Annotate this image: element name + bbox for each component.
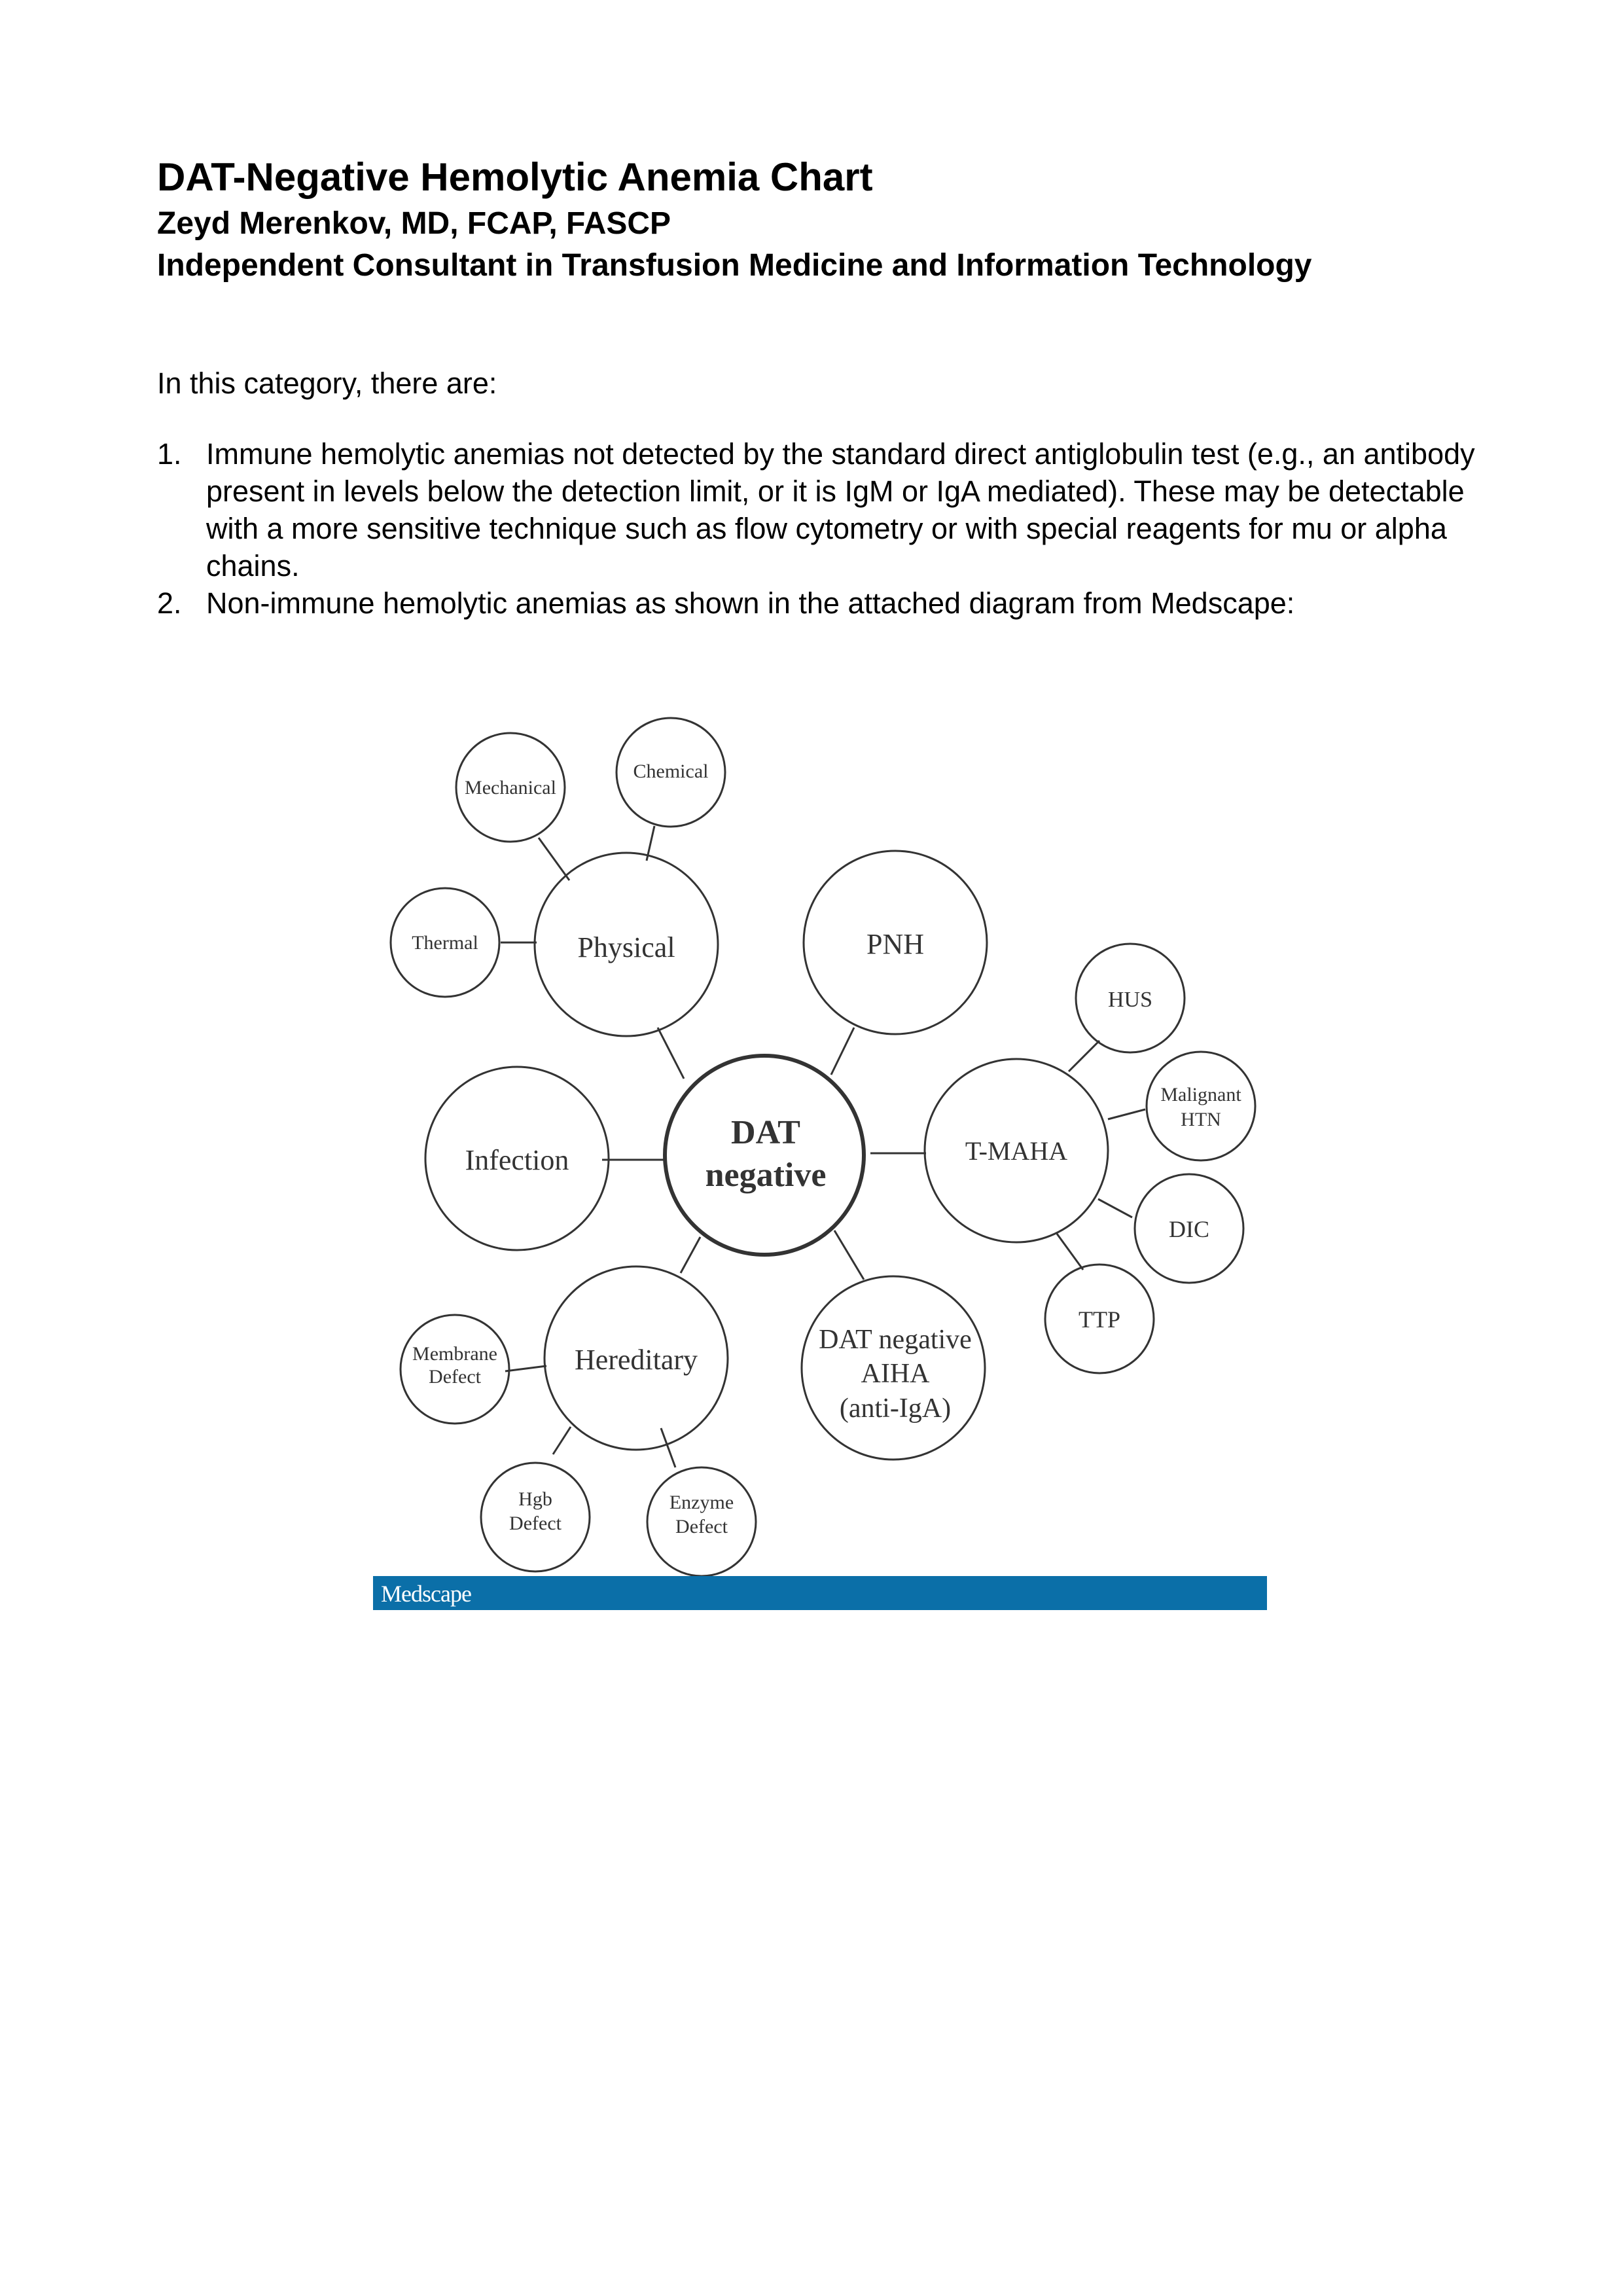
dic-label: DIC — [1169, 1216, 1209, 1242]
tmaha-label: T-MAHA — [965, 1136, 1068, 1166]
hgb-defect-label-line2: Defect — [509, 1513, 562, 1534]
hgb-defect-label-line1: Hgb — [518, 1488, 552, 1510]
connector-line — [658, 1028, 684, 1079]
medscape-logo: Medscape — [381, 1581, 471, 1607]
hereditary-label: Hereditary — [574, 1344, 698, 1376]
medscape-banner — [373, 1576, 1267, 1610]
connector-line — [553, 1427, 571, 1454]
center-label-line1: DAT — [731, 1114, 800, 1151]
center-label-line2: negative — [705, 1157, 827, 1194]
list-text: Immune hemolytic anemias not detected by the standard direct antiglobulin test (e.g., an antibody present in levels below the detection limit, or it is IgM or IgA mediated). These may be detectable with a more sensitive technique such as flow cytometry or with special reagents for mu or alpha chains. — [206, 437, 1475, 583]
connector-line — [505, 1366, 546, 1371]
dat-neg-aiha-label-line1: DAT negative — [819, 1325, 972, 1355]
connector-line — [831, 1028, 854, 1075]
pnh-label: PNH — [866, 928, 925, 960]
connector-line — [1098, 1199, 1132, 1217]
list-number: 2. — [157, 586, 182, 620]
enzyme-defect-label-line1: Enzyme — [669, 1492, 734, 1513]
connector-line — [1069, 1041, 1099, 1071]
connector-line — [1057, 1234, 1083, 1270]
chemical-label: Chemical — [633, 761, 709, 782]
dat-neg-aiha-label-line2: AIHA — [861, 1359, 930, 1389]
ttp-label: TTP — [1078, 1306, 1121, 1333]
center-bubble — [665, 1056, 864, 1255]
connector-line — [834, 1230, 864, 1280]
hus-label: HUS — [1107, 988, 1153, 1012]
connector-line — [1108, 1109, 1145, 1119]
document-title: DAT-Negative Hemolytic Anemia Chart — [157, 155, 873, 199]
enzyme-defect-label-line2: Defect — [675, 1516, 728, 1537]
malignant-htn-label-line1: Malignant — [1160, 1084, 1241, 1105]
list-number: 1. — [157, 437, 182, 471]
connector-line — [681, 1237, 700, 1273]
affiliation-line: Independent Consultant in Transfusion Medicine and Information Technology — [157, 248, 1312, 283]
thermal-label: Thermal — [412, 932, 478, 954]
intro-text: In this category, there are: — [157, 367, 497, 400]
connector-line — [539, 838, 569, 880]
infection-label: Infection — [465, 1144, 569, 1176]
author-line: Zeyd Merenkov, MD, FCAP, FASCP — [157, 206, 671, 241]
connector-line — [661, 1428, 675, 1467]
malignant-htn-bubble — [1147, 1052, 1255, 1160]
mechanical-label: Mechanical — [465, 777, 556, 798]
dat-neg-aiha-label-line3: (anti-IgA) — [839, 1393, 952, 1424]
physical-label: Physical — [577, 931, 675, 963]
membrane-defect-label-line2: Defect — [429, 1366, 481, 1388]
membrane-defect-label-line1: Membrane — [412, 1343, 497, 1365]
list-text: Non-immune hemolytic anemias as shown in the attached diagram from Medscape: — [206, 586, 1295, 620]
malignant-htn-label-line2: HTN — [1181, 1109, 1221, 1130]
